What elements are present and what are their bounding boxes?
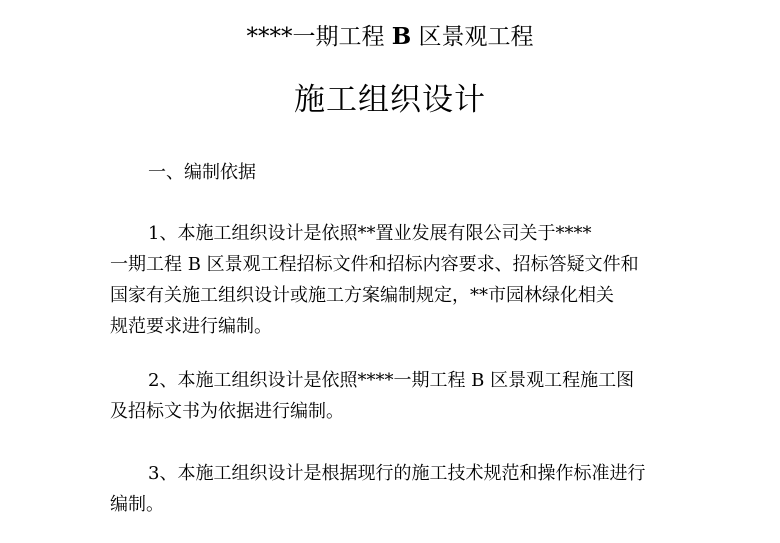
paragraph-line: 3、本施工组织设计是根据现行的施工技术规范和操作标准进行 bbox=[148, 463, 646, 484]
document-title: 施工组织设计 bbox=[294, 82, 486, 118]
paragraph-line: 一期工程 B 区景观工程招标文件和招标内容要求、招标答疑文件和 bbox=[110, 254, 639, 275]
paragraph-1 bbox=[110, 218, 690, 342]
paragraph-line: 2、本施工组织设计是依照****一期工程 B 区景观工程施工图 bbox=[148, 370, 635, 391]
paragraph-line: 国家有关施工组织设计或施工方案编制规定，**市园林绿化相关 bbox=[110, 285, 614, 306]
paragraph-2 bbox=[110, 365, 690, 427]
subtitle-b: B bbox=[391, 23, 412, 50]
subtitle-prefix: ****一期工程 bbox=[246, 24, 385, 50]
subtitle-suffix: 区景观工程 bbox=[418, 24, 534, 50]
document-subtitle bbox=[0, 22, 780, 52]
paragraph-line: 及招标文书为依据进行编制。 bbox=[110, 401, 344, 422]
paragraph-line: 编制。 bbox=[110, 494, 164, 515]
paragraph-line: 1、本施工组织设计是依照**置业发展有限公司关于**** bbox=[148, 223, 592, 244]
section-heading: 一、编制依据 bbox=[148, 162, 256, 183]
paragraph-line: 规范要求进行编制。 bbox=[110, 316, 272, 337]
paragraph-3 bbox=[110, 458, 690, 520]
